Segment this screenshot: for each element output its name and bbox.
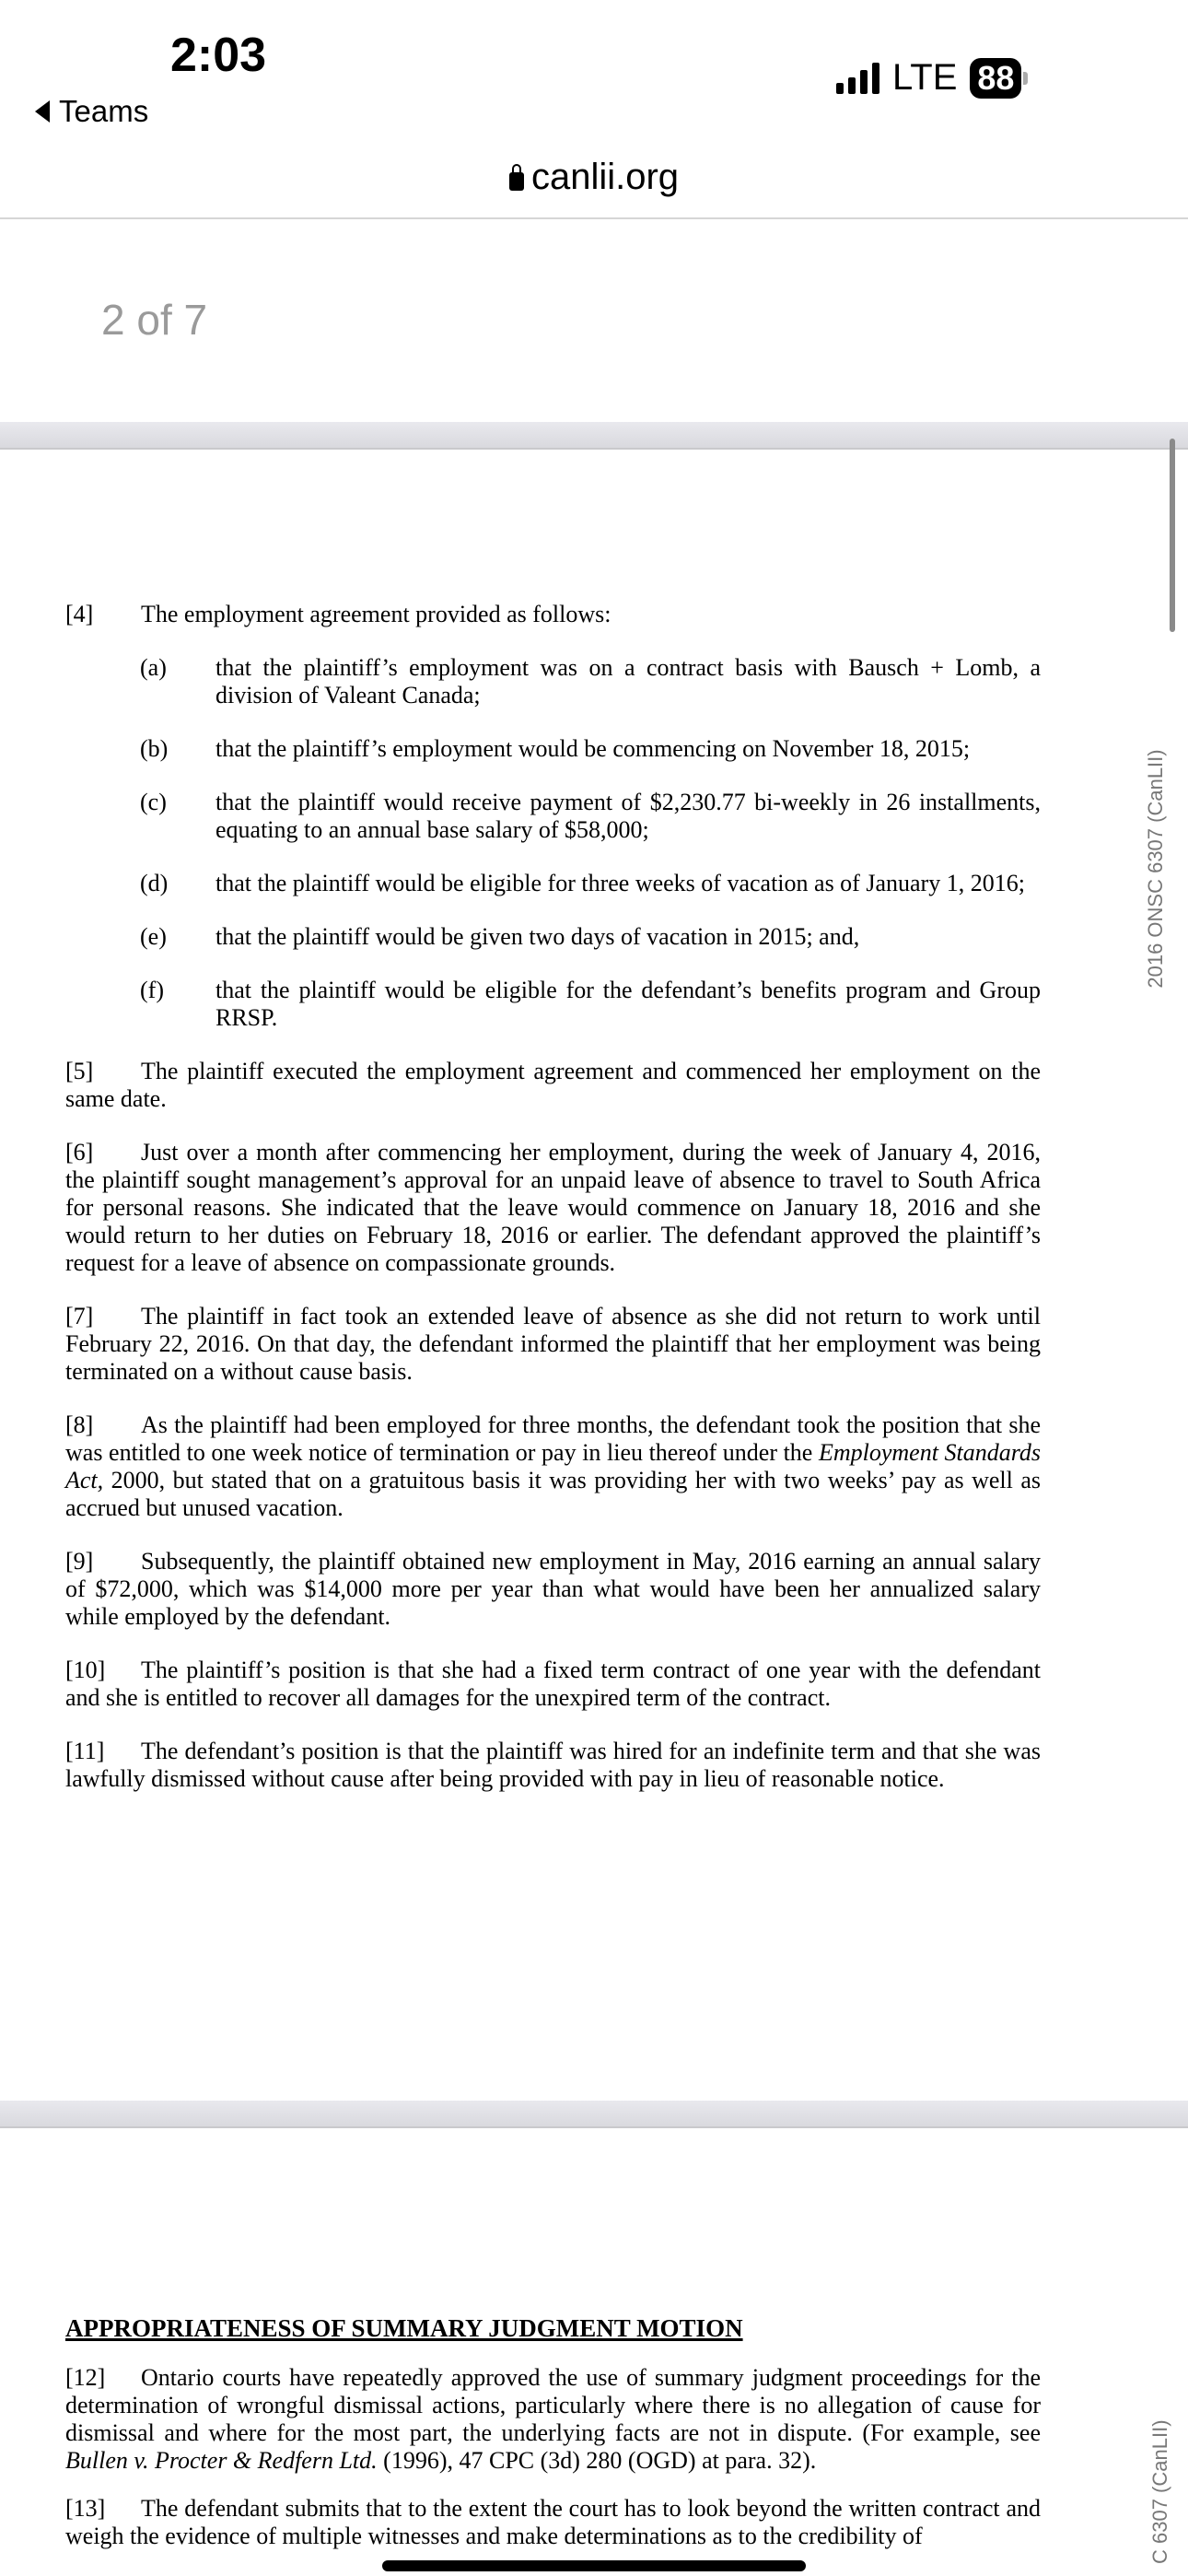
page-counter: 2 of 7 bbox=[101, 296, 208, 344]
item-label: (f) bbox=[140, 977, 164, 1003]
section-heading: APPROPRIATENESS OF SUMMARY JUDGMENT MOTION bbox=[65, 2314, 743, 2342]
status-time: 2:03 bbox=[170, 29, 267, 82]
item-label: (a) bbox=[140, 654, 167, 681]
scrollbar[interactable] bbox=[1170, 439, 1175, 632]
battery-level: 88 bbox=[970, 58, 1021, 99]
header-divider bbox=[0, 217, 1188, 219]
battery-icon bbox=[970, 58, 1028, 99]
para-text: The plaintiff in fact took an extended leave of absence as she did not return to work until February 22, 2016. On that day, the defendant informed the plaintiff that her employment was being terminated on a without cause basis. bbox=[65, 1303, 1041, 1385]
para-num: [13] bbox=[65, 2495, 106, 2522]
list-item bbox=[140, 735, 1041, 763]
item-label: (d) bbox=[140, 870, 169, 896]
para-text: The plaintiff executed the employment agreement and commenced her employment on the same date. bbox=[65, 1058, 1041, 1112]
item-label: (e) bbox=[140, 923, 167, 950]
para-text: The plaintiff’s position is that she had a fixed term contract of one year with the defendant and she is entitled to recover all damages for the unexpired term of the contract. bbox=[65, 1657, 1041, 1711]
paragraph-6 bbox=[65, 1139, 1041, 1277]
para-num: [8] bbox=[65, 1411, 94, 1438]
item-text: that the plaintiff’s employment would be commencing on November 18, 2015; bbox=[215, 735, 971, 762]
signal-icon bbox=[836, 63, 879, 94]
paragraph-8 bbox=[65, 1411, 1041, 1522]
para-num: [10] bbox=[65, 1657, 106, 1683]
para-text: Just over a month after commencing her employment, during the week of January 4, 2016, the plaintiff sought management’s approval for an unpaid leave of absence to travel to South Africa for personal reasons. She indicated that the leave would commence on January 18, 2016 and she would return to her duties on February 18, 2016 or earlier. The defendant approved the plaintiff’s request for a leave of absence on compassionate grounds. bbox=[65, 1139, 1041, 1276]
item-text: that the plaintiff would be eligible for three weeks of vacation as of January 1, 2016; bbox=[215, 870, 1025, 896]
paragraph-10 bbox=[65, 1657, 1041, 1712]
para-num: [5] bbox=[65, 1058, 94, 1084]
document-page-2 bbox=[65, 2314, 1041, 2570]
para-text: The defendant submits that to the extent the court has to look beyond the written contract and weigh the evidence of multiple witnesses and make determinations as to the credibility of bbox=[65, 2495, 1041, 2549]
list-item bbox=[140, 654, 1041, 709]
item-text: that the plaintiff would be eligible for the defendant’s benefits program and Group RRSP. bbox=[215, 977, 1041, 1031]
para-text: As the plaintiff had been employed for three months, the defendant took the position that she was entitled to one week notice of termination or pay in lieu thereof under the bbox=[65, 1411, 1041, 1466]
para-text: The employment agreement provided as follows: bbox=[141, 601, 611, 627]
para-num: [4] bbox=[65, 601, 94, 627]
back-arrow-icon bbox=[35, 100, 50, 123]
item-text: that the plaintiff would receive payment of $2,230.77 bi-weekly in 26 installments, equating to an annual base salary of $58,000; bbox=[215, 789, 1041, 843]
para-num: [11] bbox=[65, 1738, 105, 1764]
item-label: (b) bbox=[140, 735, 169, 762]
para-num: [7] bbox=[65, 1303, 94, 1329]
paragraph-9 bbox=[65, 1548, 1041, 1631]
list-item bbox=[140, 789, 1041, 844]
citation-watermark: 2016 ONSC 6307 (CanLII) bbox=[1144, 749, 1167, 989]
back-label: Teams bbox=[59, 94, 149, 128]
citation-watermark: C 6307 (CanLII) bbox=[1148, 2419, 1171, 2564]
para-text: Subsequently, the plaintiff obtained new employment in May, 2016 earning an annual salary of $72,000, which was $14,000 more per year than what would have been her annualized salary while employed by the defendant. bbox=[65, 1548, 1041, 1630]
para-text: (1996), 47 CPC (3d) 280 (OGD) at para. 32). bbox=[377, 2447, 817, 2474]
home-indicator[interactable] bbox=[382, 2560, 806, 2571]
paragraph-13 bbox=[65, 2495, 1041, 2550]
paragraph-12 bbox=[65, 2364, 1041, 2475]
page-separator bbox=[0, 422, 1188, 450]
item-label: (c) bbox=[140, 789, 167, 815]
lock-icon bbox=[509, 172, 524, 191]
item-text: that the plaintiff would be given two days of vacation in 2015; and, bbox=[215, 923, 860, 950]
address-bar[interactable] bbox=[0, 157, 1188, 198]
para-num: [12] bbox=[65, 2364, 106, 2391]
paragraph-7 bbox=[65, 1303, 1041, 1386]
para-text: 2000, but stated that on a gratuitous basis it was providing her with two weeks’ pay as well as accrued but unused vacation. bbox=[65, 1467, 1041, 1521]
url-text: canlii.org bbox=[530, 157, 680, 197]
paragraph-5 bbox=[65, 1058, 1041, 1113]
document-page-1 bbox=[65, 601, 1041, 1819]
para-text: Ontario courts have repeatedly approved the use of summary judgment proceedings for the determination of wrongful dismissal actions, particularly where there is no allegation of cause for dismissal and where for the most part, the underlying facts are not in dispute. (For example, see bbox=[65, 2364, 1041, 2446]
back-to-teams-button[interactable] bbox=[35, 94, 148, 129]
paragraph-11 bbox=[65, 1738, 1041, 1793]
paragraph-4 bbox=[65, 601, 1041, 628]
item-text: that the plaintiff’s employment was on a contract basis with Bausch + Lomb, a division of Valeant Canada; bbox=[215, 654, 1041, 708]
list-item bbox=[140, 923, 1041, 951]
statute-name: Employment Standards Act, bbox=[65, 1439, 1042, 1493]
para-text: The defendant’s position is that the plaintiff was hired for an indefinite term and that she was lawfully dismissed without cause after being provided with pay in lieu of reasonable notice. bbox=[65, 1738, 1041, 1792]
page-separator bbox=[0, 2101, 1188, 2128]
para-num: [9] bbox=[65, 1548, 94, 1575]
list-item bbox=[140, 977, 1041, 1032]
case-name: Bullen v. Procter & Redfern Ltd. bbox=[65, 2447, 378, 2474]
status-indicators bbox=[836, 57, 1028, 99]
para-num: [6] bbox=[65, 1139, 94, 1165]
list-item bbox=[140, 870, 1041, 897]
network-type: LTE bbox=[892, 57, 958, 98]
